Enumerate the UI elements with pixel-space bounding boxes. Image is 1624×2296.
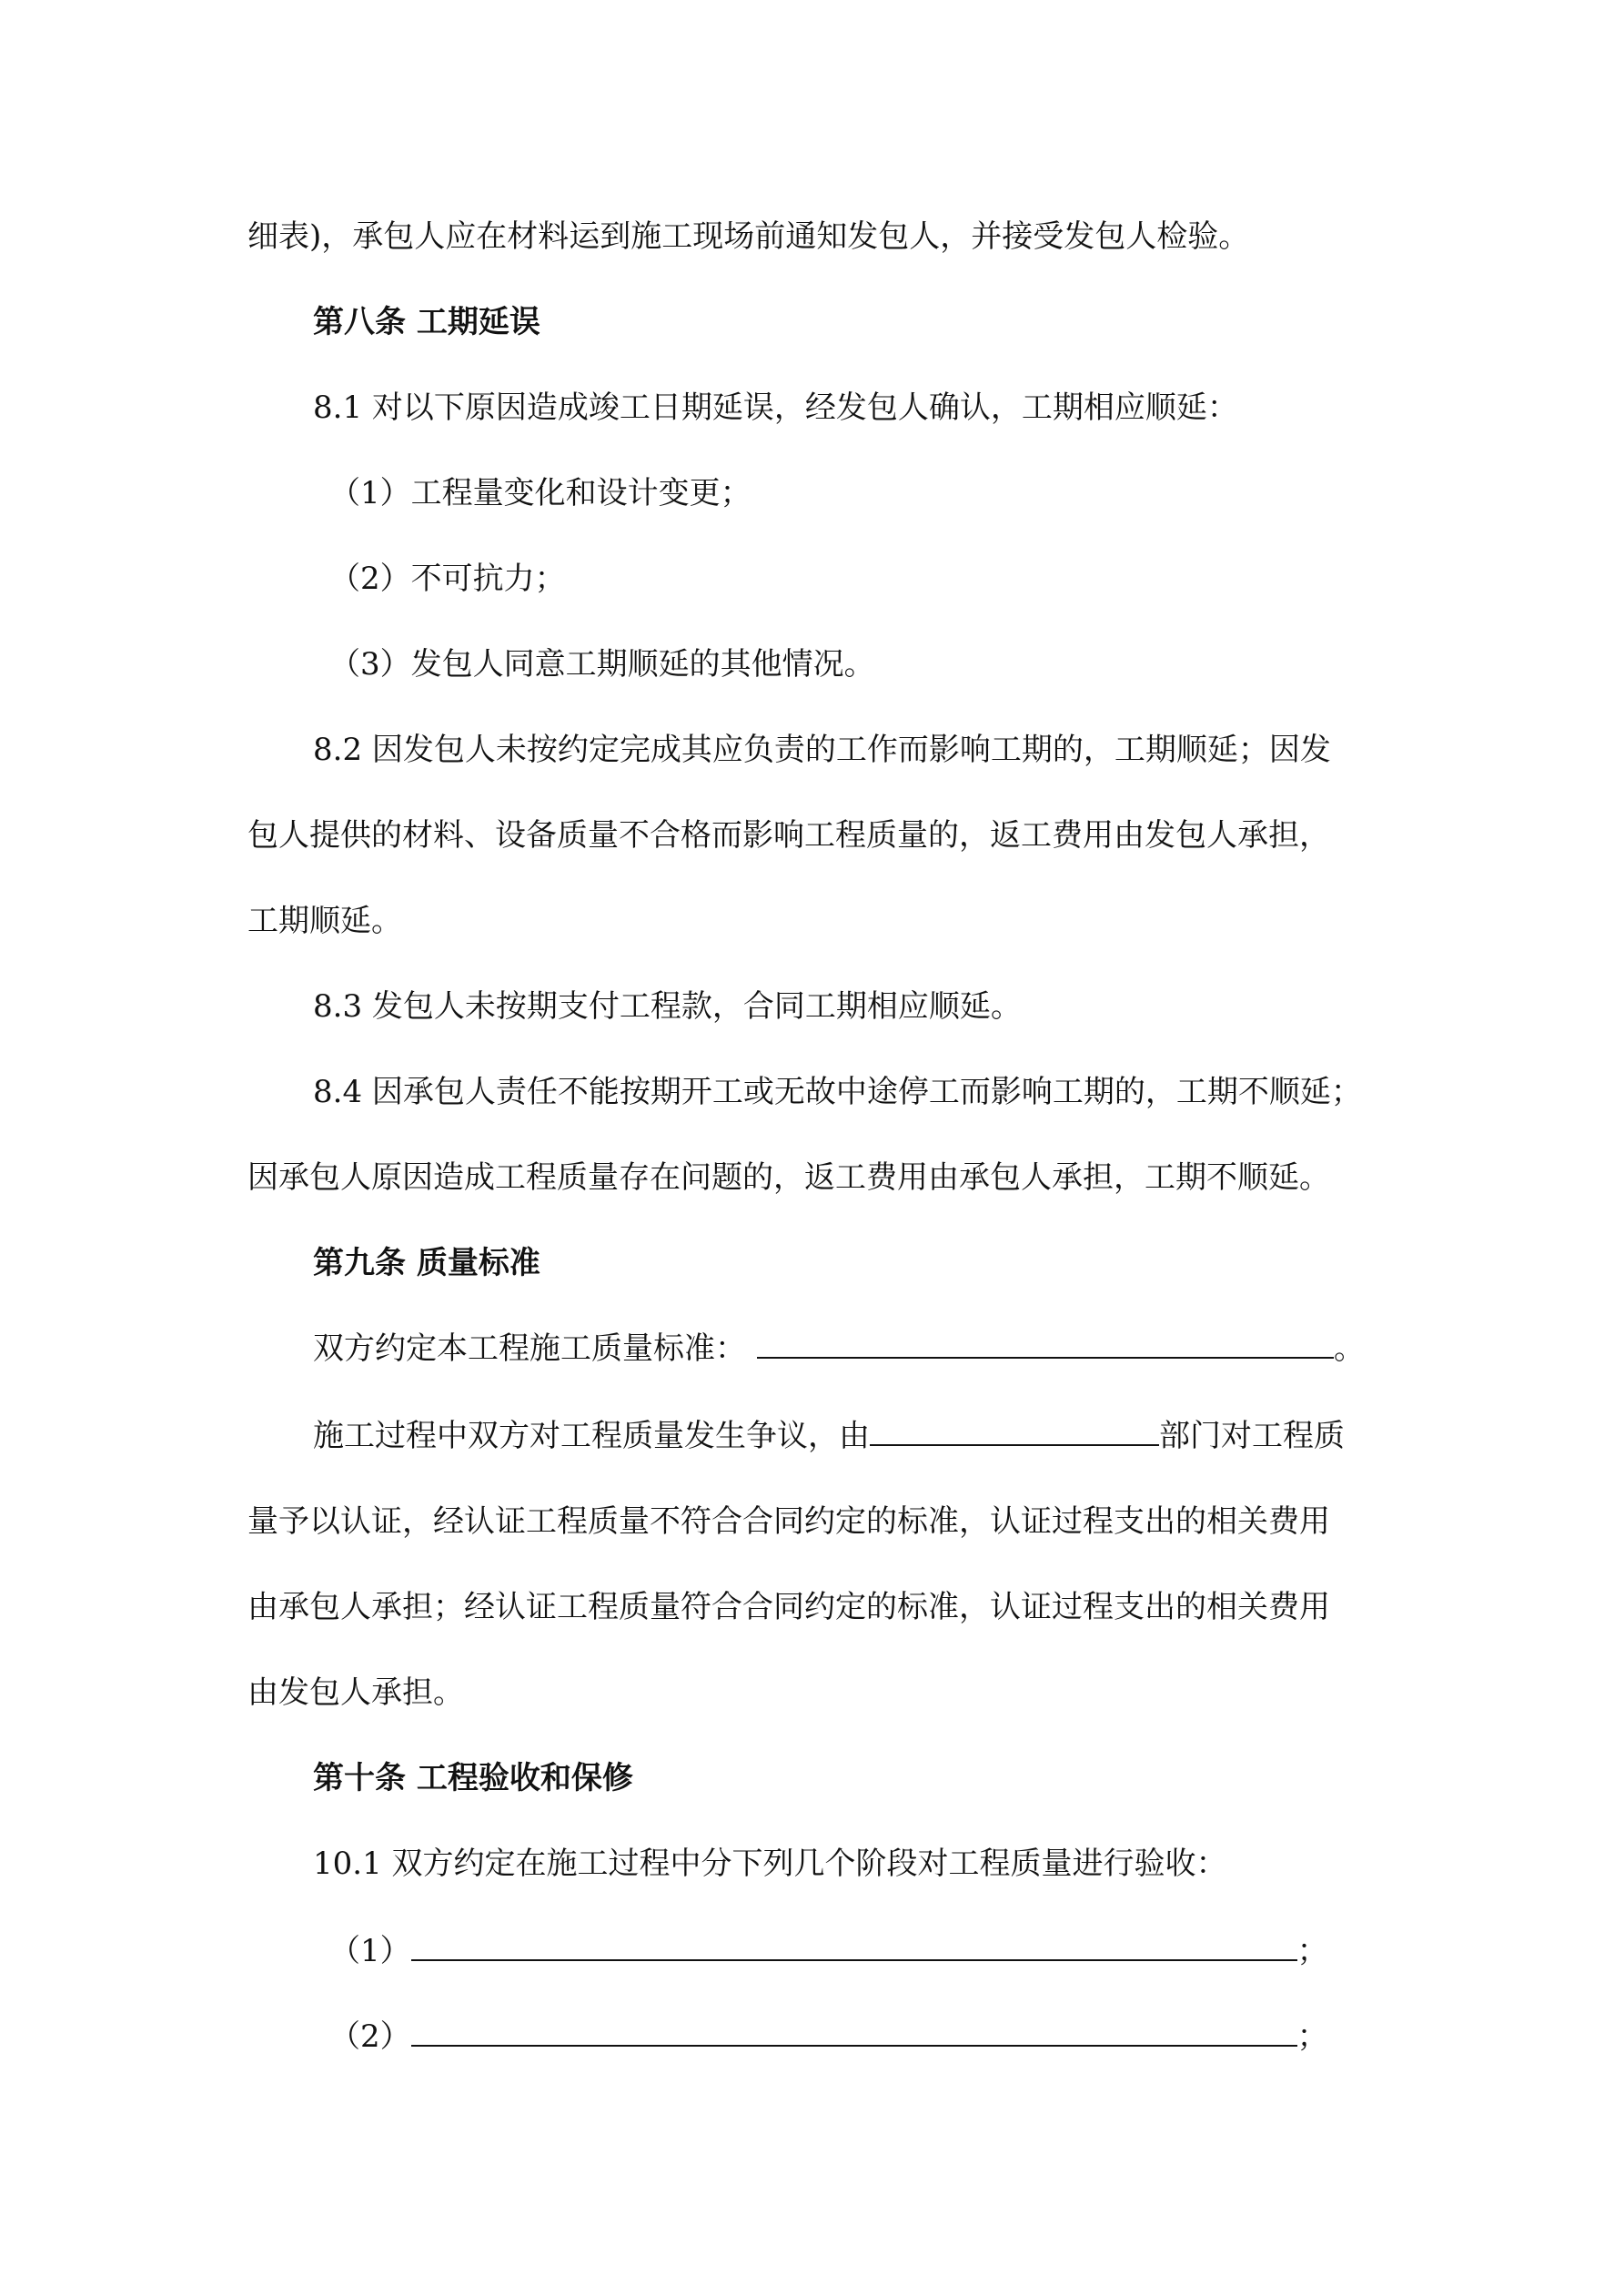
clause-8-3: 8.3 发包人未按期支付工程款，合同工期相应顺延。 xyxy=(313,988,1022,1025)
paragraph-line: 因承包人原因造成工程质量存在问题的，返工费用由承包人承担，工期不顺延。 xyxy=(247,1159,1330,1196)
list-item: （2）不可抗力； xyxy=(329,561,566,597)
dispute-text-continued: 部门对工程质 xyxy=(1159,1418,1345,1454)
list-item: （3）发包人同意工期顺延的其他情况。 xyxy=(329,646,875,683)
list-end: ； xyxy=(1296,1933,1328,1969)
list-item: （1）工程量变化和设计变更； xyxy=(329,475,751,511)
article-9-heading: 第九条 质量标准 xyxy=(313,1245,540,1281)
article-8-heading: 第八条 工期延误 xyxy=(313,304,540,340)
clause-8-1: 8.1 对以下原因造成竣工日期延误，经发包人确认，工期相应顺延： xyxy=(313,389,1238,426)
acceptance-stage-2 xyxy=(329,2017,1328,2057)
quality-standard-line xyxy=(313,1329,1365,1369)
article-10-heading: 第十条 工程验收和保修 xyxy=(313,1760,633,1796)
paragraph-line: 工期顺延。 xyxy=(247,903,402,939)
list-end: ； xyxy=(1296,2018,1328,2055)
department-blank-field[interactable] xyxy=(870,1417,1159,1446)
clause-8-4: 8.4 因承包人责任不能按期开工或无故中途停工而影响工期的，工期不顺延； xyxy=(313,1074,1362,1110)
list-marker: （2） xyxy=(329,2018,411,2055)
paragraph-line: 量予以认证，经认证工程质量不符合合同约定的标准，认证过程支出的相关费用 xyxy=(247,1503,1330,1540)
paragraph-line: 由承包人承担；经认证工程质量符合合同约定的标准，认证过程支出的相关费用 xyxy=(247,1589,1330,1625)
acceptance-stage-1 xyxy=(329,1931,1328,1971)
list-marker: （1） xyxy=(329,1933,411,1969)
paragraph-line: 包人提供的材料、设备质量不合格而影响工程质量的，返工费用由发包人承担， xyxy=(247,817,1330,854)
paragraph-line: 细表)，承包人应在材料运到施工现场前通知发包人，并接受发包人检验。 xyxy=(247,218,1250,255)
stage-2-blank-field[interactable] xyxy=(411,2018,1297,2047)
dispute-line xyxy=(313,1416,1345,1456)
stage-1-blank-field[interactable] xyxy=(411,1932,1297,1961)
sentence-end: 。 xyxy=(1334,1330,1365,1367)
paragraph-line: 由发包人承担。 xyxy=(247,1674,464,1711)
quality-standard-blank-field[interactable] xyxy=(757,1330,1334,1359)
quality-standard-label: 双方约定本工程施工质量标准： xyxy=(313,1330,746,1367)
dispute-text: 施工过程中双方对工程质量发生争议，由 xyxy=(313,1418,870,1454)
clause-10-1: 10.1 双方约定在施工过程中分下列几个阶段对工程质量进行验收： xyxy=(313,1846,1227,1882)
clause-8-2: 8.2 因发包人未按约定完成其应负责的工作而影响工期的，工期顺延；因发 xyxy=(313,732,1331,768)
